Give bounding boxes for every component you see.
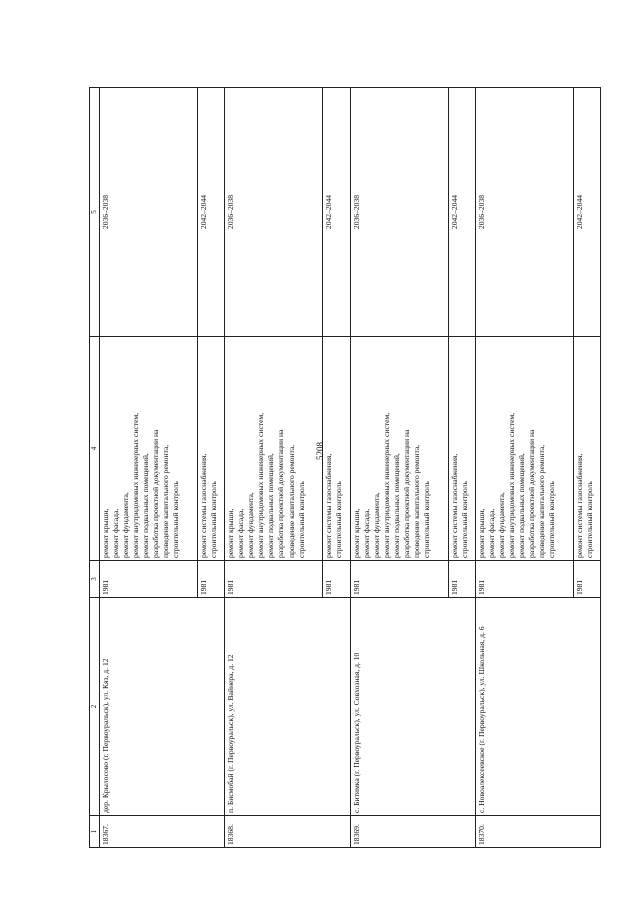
works-cell [475, 337, 573, 561]
row-number: 18368. [225, 816, 350, 848]
work-line: ремонт фундамента, [496, 492, 506, 558]
work-line: строительный контроль [459, 481, 469, 558]
row-number: 18369. [350, 816, 475, 848]
work-line: ремонт внутридомовых инженерных систем, [381, 412, 391, 558]
work-line: разработка проектной документации на [526, 429, 536, 558]
year-cell-2: 1981 [573, 561, 600, 598]
work-line: ремонт фасада, [111, 508, 121, 558]
address-cell: п. Бисмобай (г. Первоуральск), ул. Вайнера, д. 12 [225, 598, 350, 816]
period-cell-2: 2042–2044 [198, 88, 225, 337]
address-cell: с. Новоалексеевское (г. Первоуральск), ул. Школьная, д. 6 [475, 598, 600, 816]
work-line: ремонт подвальных помещений, [516, 453, 526, 558]
column-header-4: 4 [90, 337, 100, 561]
year-cell-2: 1981 [448, 561, 475, 598]
work-line: строительный контроль [209, 481, 219, 558]
work-line: ремонт внутридомовых инженерных систем, [131, 412, 141, 558]
header-row [90, 88, 100, 848]
work-line: разработка проектной документации на [151, 429, 161, 558]
work-line: ремонт системы газоснабжения, [199, 453, 209, 558]
work-line: проведение капитального ремонта, [286, 444, 296, 558]
works-cell [350, 337, 448, 561]
work-line: ремонт подвальных помещений, [266, 453, 276, 558]
period-cell: 2036–2038 [350, 88, 448, 337]
work-line: строительный контроль [334, 481, 344, 558]
work-line: строительный контроль [584, 481, 594, 558]
work-line: строительный контроль [171, 481, 181, 558]
year-cell: 1981 [100, 561, 198, 598]
period-cell-2: 2042–2044 [573, 88, 600, 337]
work-line: ремонт системы газоснабжения, [324, 453, 334, 558]
work-line: разработка проектной документации на [276, 429, 286, 558]
period-cell: 2036–2038 [475, 88, 573, 337]
work-line: проведение капитального ремонта, [411, 444, 421, 558]
repair-schedule-table [89, 87, 601, 848]
work-line: строительный контроль [421, 481, 431, 558]
column-header-5: 5 [90, 88, 100, 337]
period-cell-2: 2042–2044 [448, 88, 475, 337]
page-number: 5208 [315, 442, 325, 460]
work-line: ремонт крыши, [101, 508, 111, 558]
works-cell-2 [573, 337, 600, 561]
works-cell-2 [198, 337, 225, 561]
work-line: ремонт фасада, [361, 508, 371, 558]
work-line: ремонт внутридомовых инженерных систем, [506, 412, 516, 558]
address-cell: дер. Крылосово (г. Первоуральск), ул. Кяз, д. 12 [100, 598, 225, 816]
year-cell: 1981 [475, 561, 573, 598]
work-line: проведение капитального ремонта, [161, 444, 171, 558]
column-header-3: 3 [90, 561, 100, 598]
work-line: ремонт подвальных помещений, [391, 453, 401, 558]
work-line: строительный контроль [296, 481, 306, 558]
table-row [350, 88, 448, 848]
period-cell-2: 2042–2044 [323, 88, 350, 337]
work-line: ремонт фасада, [486, 508, 496, 558]
row-number: 18370. [475, 816, 600, 848]
work-line: ремонт крыши, [351, 508, 361, 558]
address-cell: с. Битимка (г. Первоуральск), ул. Совхозная, д. 10 [350, 598, 475, 816]
works-cell-2 [448, 337, 475, 561]
year-cell: 1981 [225, 561, 323, 598]
work-line: ремонт крыши, [476, 508, 486, 558]
table-row [100, 88, 198, 848]
row-number: 18367. [100, 816, 225, 848]
rotated-table-wrapper [89, 88, 601, 848]
column-header-1: 1 [90, 816, 100, 848]
work-line: ремонт фундамента, [246, 492, 256, 558]
table-row [475, 88, 573, 848]
work-line: ремонт системы газоснабжения, [574, 453, 584, 558]
work-line: ремонт системы газоснабжения, [449, 453, 459, 558]
works-cell [225, 337, 323, 561]
works-cell-2 [323, 337, 350, 561]
work-line: ремонт фундамента, [371, 492, 381, 558]
work-line: ремонт внутридомовых инженерных систем, [256, 412, 266, 558]
work-line: ремонт крыши, [226, 508, 236, 558]
work-line: ремонт фундамента, [121, 492, 131, 558]
work-line: проведение капитального ремонта, [536, 444, 546, 558]
work-line: ремонт фасада, [236, 508, 246, 558]
table-row [225, 88, 323, 848]
period-cell: 2036–2038 [100, 88, 198, 337]
year-cell-2: 1981 [323, 561, 350, 598]
work-line: строительный контроль [546, 481, 556, 558]
work-line: разработка проектной документации на [401, 429, 411, 558]
works-cell [100, 337, 198, 561]
period-cell: 2036–2038 [225, 88, 323, 337]
year-cell: 1981 [350, 561, 448, 598]
column-header-2: 2 [90, 598, 100, 816]
work-line: ремонт подвальных помещений, [141, 453, 151, 558]
year-cell-2: 1981 [198, 561, 225, 598]
